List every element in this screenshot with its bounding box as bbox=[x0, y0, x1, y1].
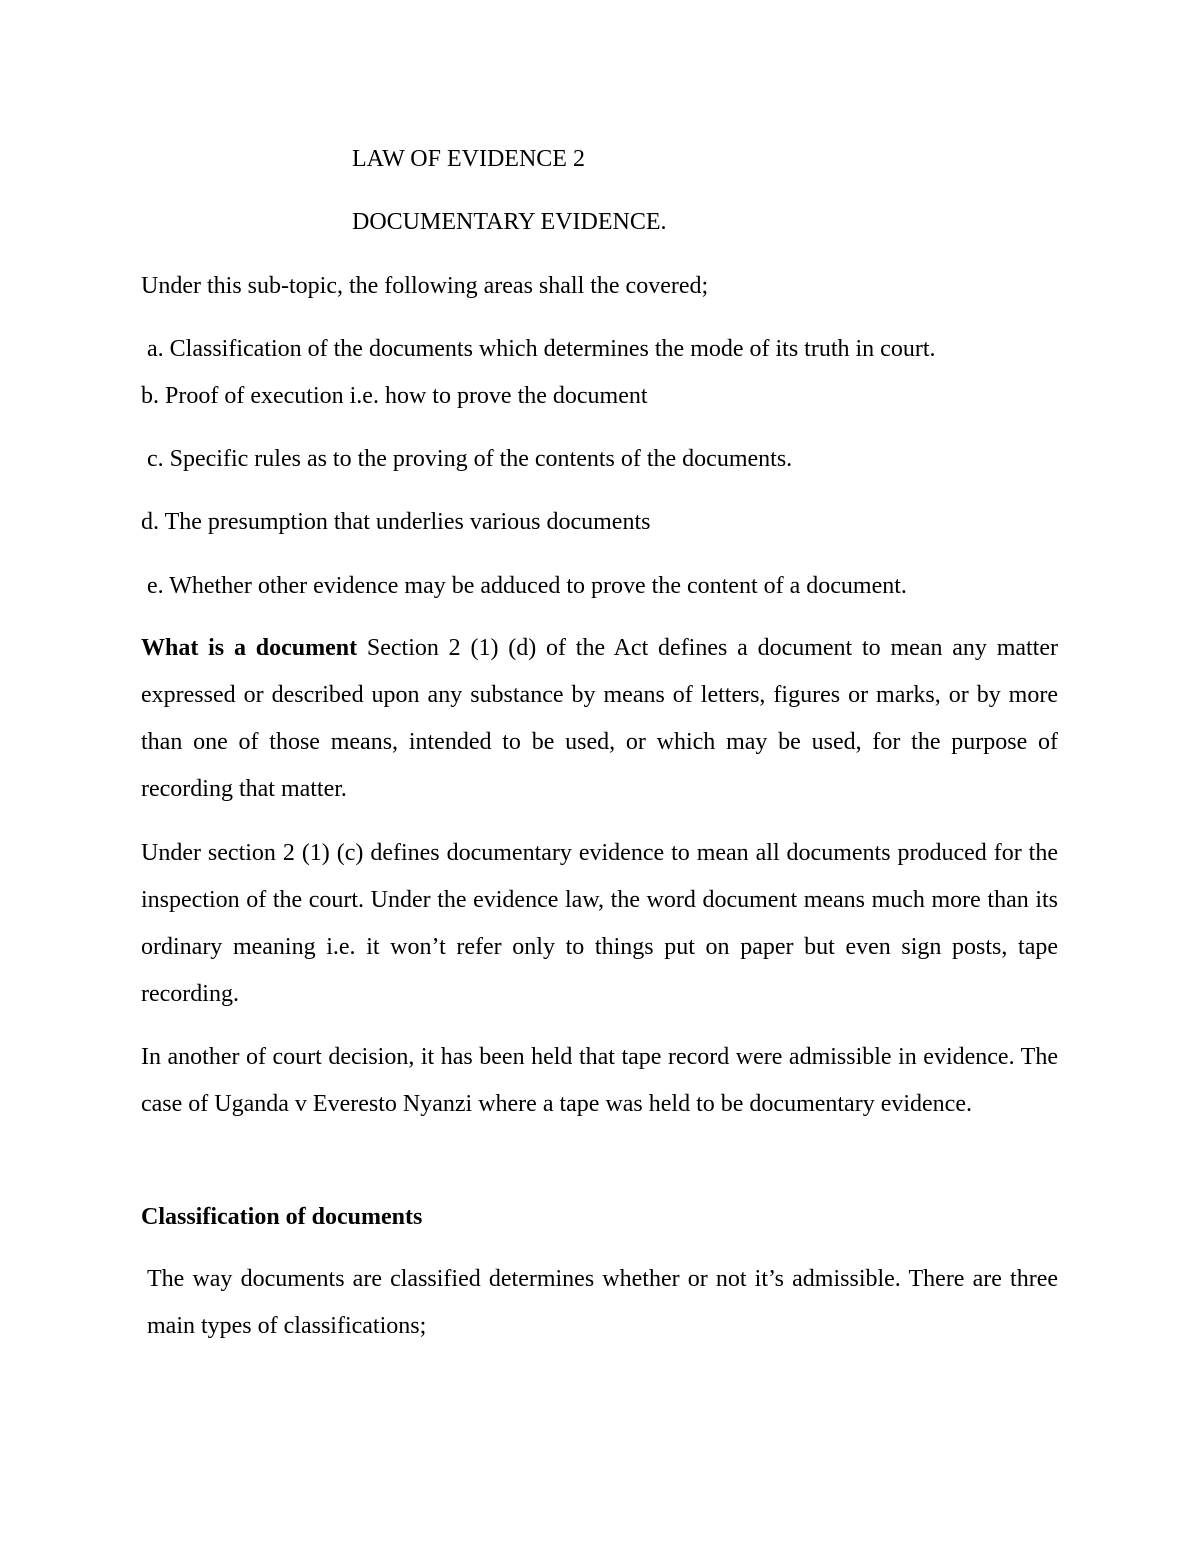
list-item-a: a. Classification of the documents which determines the mode of its truth in court. bbox=[147, 336, 936, 362]
intro-paragraph: Under this sub-topic, the following areas shall the covered; bbox=[141, 273, 709, 299]
list-item-e: e. Whether other evidence may be adduced to prove the content of a document. bbox=[147, 573, 907, 599]
documentary-evidence-paragraph: Under section 2 (1) (c) defines documentary evidence to mean all documents produced for the inspection of the court. Under the evidence law, the word document means much more than its ordinary meaning i.e. it won’t refer only to things put on paper but even sign posts, tape recording. bbox=[141, 840, 1058, 1007]
tape-record-paragraph: In another of court decision, it has been held that tape record were admissible in evidence. The case of Uganda v Everesto Nyanzi where a tape was held to be documentary evidence. bbox=[141, 1044, 1058, 1117]
list-item-c: c. Specific rules as to the proving of the contents of the documents. bbox=[147, 446, 793, 472]
definition-paragraph bbox=[141, 625, 1058, 813]
document-title: LAW OF EVIDENCE 2 bbox=[352, 146, 585, 172]
definition-heading: What is a document bbox=[141, 635, 358, 661]
classification-paragraph: The way documents are classified determines whether or not it’s admissible. There are three main types of classifications; bbox=[147, 1266, 1058, 1339]
document-subtitle: DOCUMENTARY EVIDENCE. bbox=[352, 209, 667, 235]
definition-text: Section 2 (1) (d) of the Act defines a document to mean any matter expressed or described upon any substance by means of letters, figures or marks, or by more than one of those means, intended to be used, or which may be used, for the purpose of recording that matter. bbox=[141, 635, 1058, 802]
classification-heading: Classification of documents bbox=[141, 1204, 423, 1230]
list-item-b: b. Proof of execution i.e. how to prove the document bbox=[141, 383, 648, 409]
list-item-d: d. The presumption that underlies various documents bbox=[141, 509, 651, 535]
